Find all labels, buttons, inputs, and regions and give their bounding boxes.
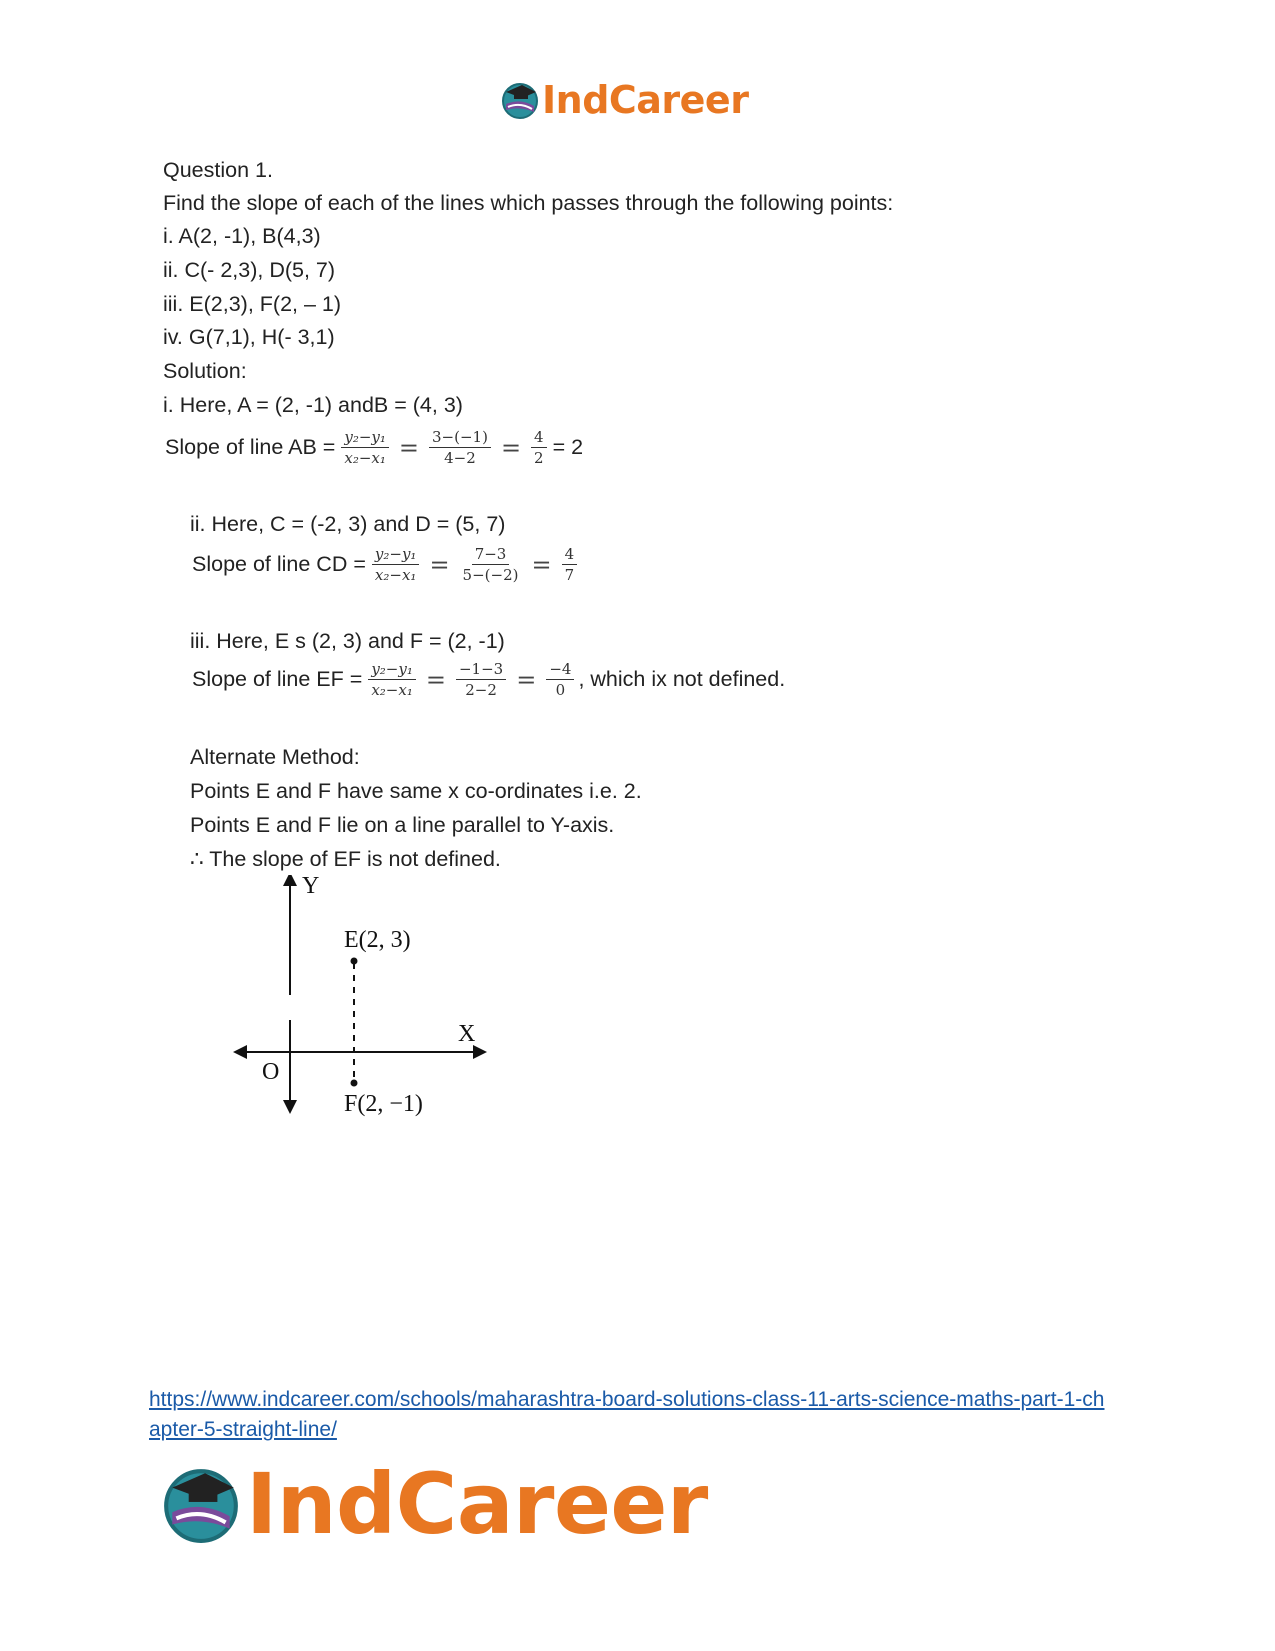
question-part-1: i. A(2, -1), B(4,3) — [163, 224, 321, 248]
solution-part3-intro: iii. Here, E s (2, 3) and F = (2, -1) — [190, 629, 505, 653]
brand-name: IndCareer — [542, 78, 749, 122]
equation-label: Slope of line EF = — [192, 667, 363, 691]
footer-source-link[interactable]: https://www.indcareer.com/schools/maharashtra-board-solutions-class-11-arts-science-maths-part-1-chapter-5-straight-line/ — [149, 1388, 1105, 1441]
footer-logo — [160, 1455, 708, 1553]
x-axis-label: X — [458, 1021, 476, 1047]
equation-label: Slope of line AB = — [165, 435, 336, 459]
equation-label: Slope of line CD = — [192, 552, 366, 576]
graduation-cap-globe-icon — [160, 1463, 242, 1545]
header-logo — [500, 80, 748, 120]
question-prompt: Find the slope of each of the lines which passes through the following points: — [163, 191, 894, 215]
fraction-simplified: $\frac{4}{2}$ — [531, 428, 547, 467]
fraction-general: $\frac{\text{y₂−y₁}}{\text{x₂−x₁}}$ — [368, 660, 416, 699]
solution-part1-equation: Slope of line AB = $\frac{\text{y₂−y₁}}{\text{x₂−x₁}}$ = $\frac{3-(-1)}{4-2}$ = $\frac{4}{2}$ = 2 — [165, 428, 584, 467]
question-part-2: ii. C(- 2,3), D(5, 7) — [163, 258, 336, 282]
solution-heading: Solution: — [163, 359, 247, 383]
fraction-simplified: $\frac{4}{7}$ — [562, 545, 578, 584]
point-e-label: E(2, 3) — [344, 927, 411, 953]
point-f-label: F(2, −1) — [344, 1091, 423, 1117]
question-part-4: iv. G(7,1), H(- 3,1) — [163, 325, 335, 349]
solution-part1-intro: i. Here, A = (2, -1) andB = (4, 3) — [163, 393, 463, 417]
question-part-3: iii. E(2,3), F(2, – 1) — [163, 292, 342, 316]
alternate-line-3: ∴ The slope of EF is not defined. — [190, 847, 501, 871]
solution-part3-equation: Slope of line EF = $\frac{\text{y₂−y₁}}{\text{x₂−x₁}}$ = $\frac{-1-3}{2-2}$ = $\frac{-4}{0}$ , which ix not defined. — [192, 660, 786, 699]
point-f — [351, 1080, 358, 1087]
brand-name: IndCareer — [246, 1455, 708, 1553]
y-axis-label: Y — [302, 875, 320, 899]
alternate-line-1: Points E and F have same x co-ordinates i.e. 2. — [190, 779, 642, 803]
alternate-line-2: Points E and F lie on a line parallel to Y-axis. — [190, 813, 615, 837]
fraction-substituted: $\frac{3-(-1)}{4-2}$ — [429, 428, 491, 467]
fraction-general: $\frac{\text{y₂−y₁}}{\text{x₂−x₁}}$ — [372, 545, 420, 584]
fraction-substituted: $\frac{-1-3}{2-2}$ — [456, 660, 506, 699]
alternate-heading: Alternate Method: — [190, 745, 360, 769]
point-e — [351, 958, 358, 965]
coordinate-diagram — [210, 875, 510, 1135]
solution-part2-equation: Slope of line CD = $\frac{\text{y₂−y₁}}{\text{x₂−x₁}}$ = $\frac{7-3}{5-(-2)}$ = $\frac{4}{7}$ — [190, 545, 581, 584]
fraction-simplified: $\frac{-4}{0}$ — [546, 660, 574, 699]
question-heading: Question 1. — [163, 158, 273, 182]
fraction-substituted: $\frac{7-3}{5-(-2)}$ — [462, 545, 519, 584]
equation-result: = 2 — [552, 435, 584, 459]
origin-label: O — [262, 1059, 280, 1085]
graduation-cap-globe-icon — [500, 80, 540, 120]
equation-result: , which ix not defined. — [578, 667, 786, 691]
solution-part2-intro: ii. Here, C = (-2, 3) and D = (5, 7) — [190, 512, 506, 536]
fraction-general: $\frac{\text{y₂−y₁}}{\text{x₂−x₁}}$ — [341, 428, 389, 467]
